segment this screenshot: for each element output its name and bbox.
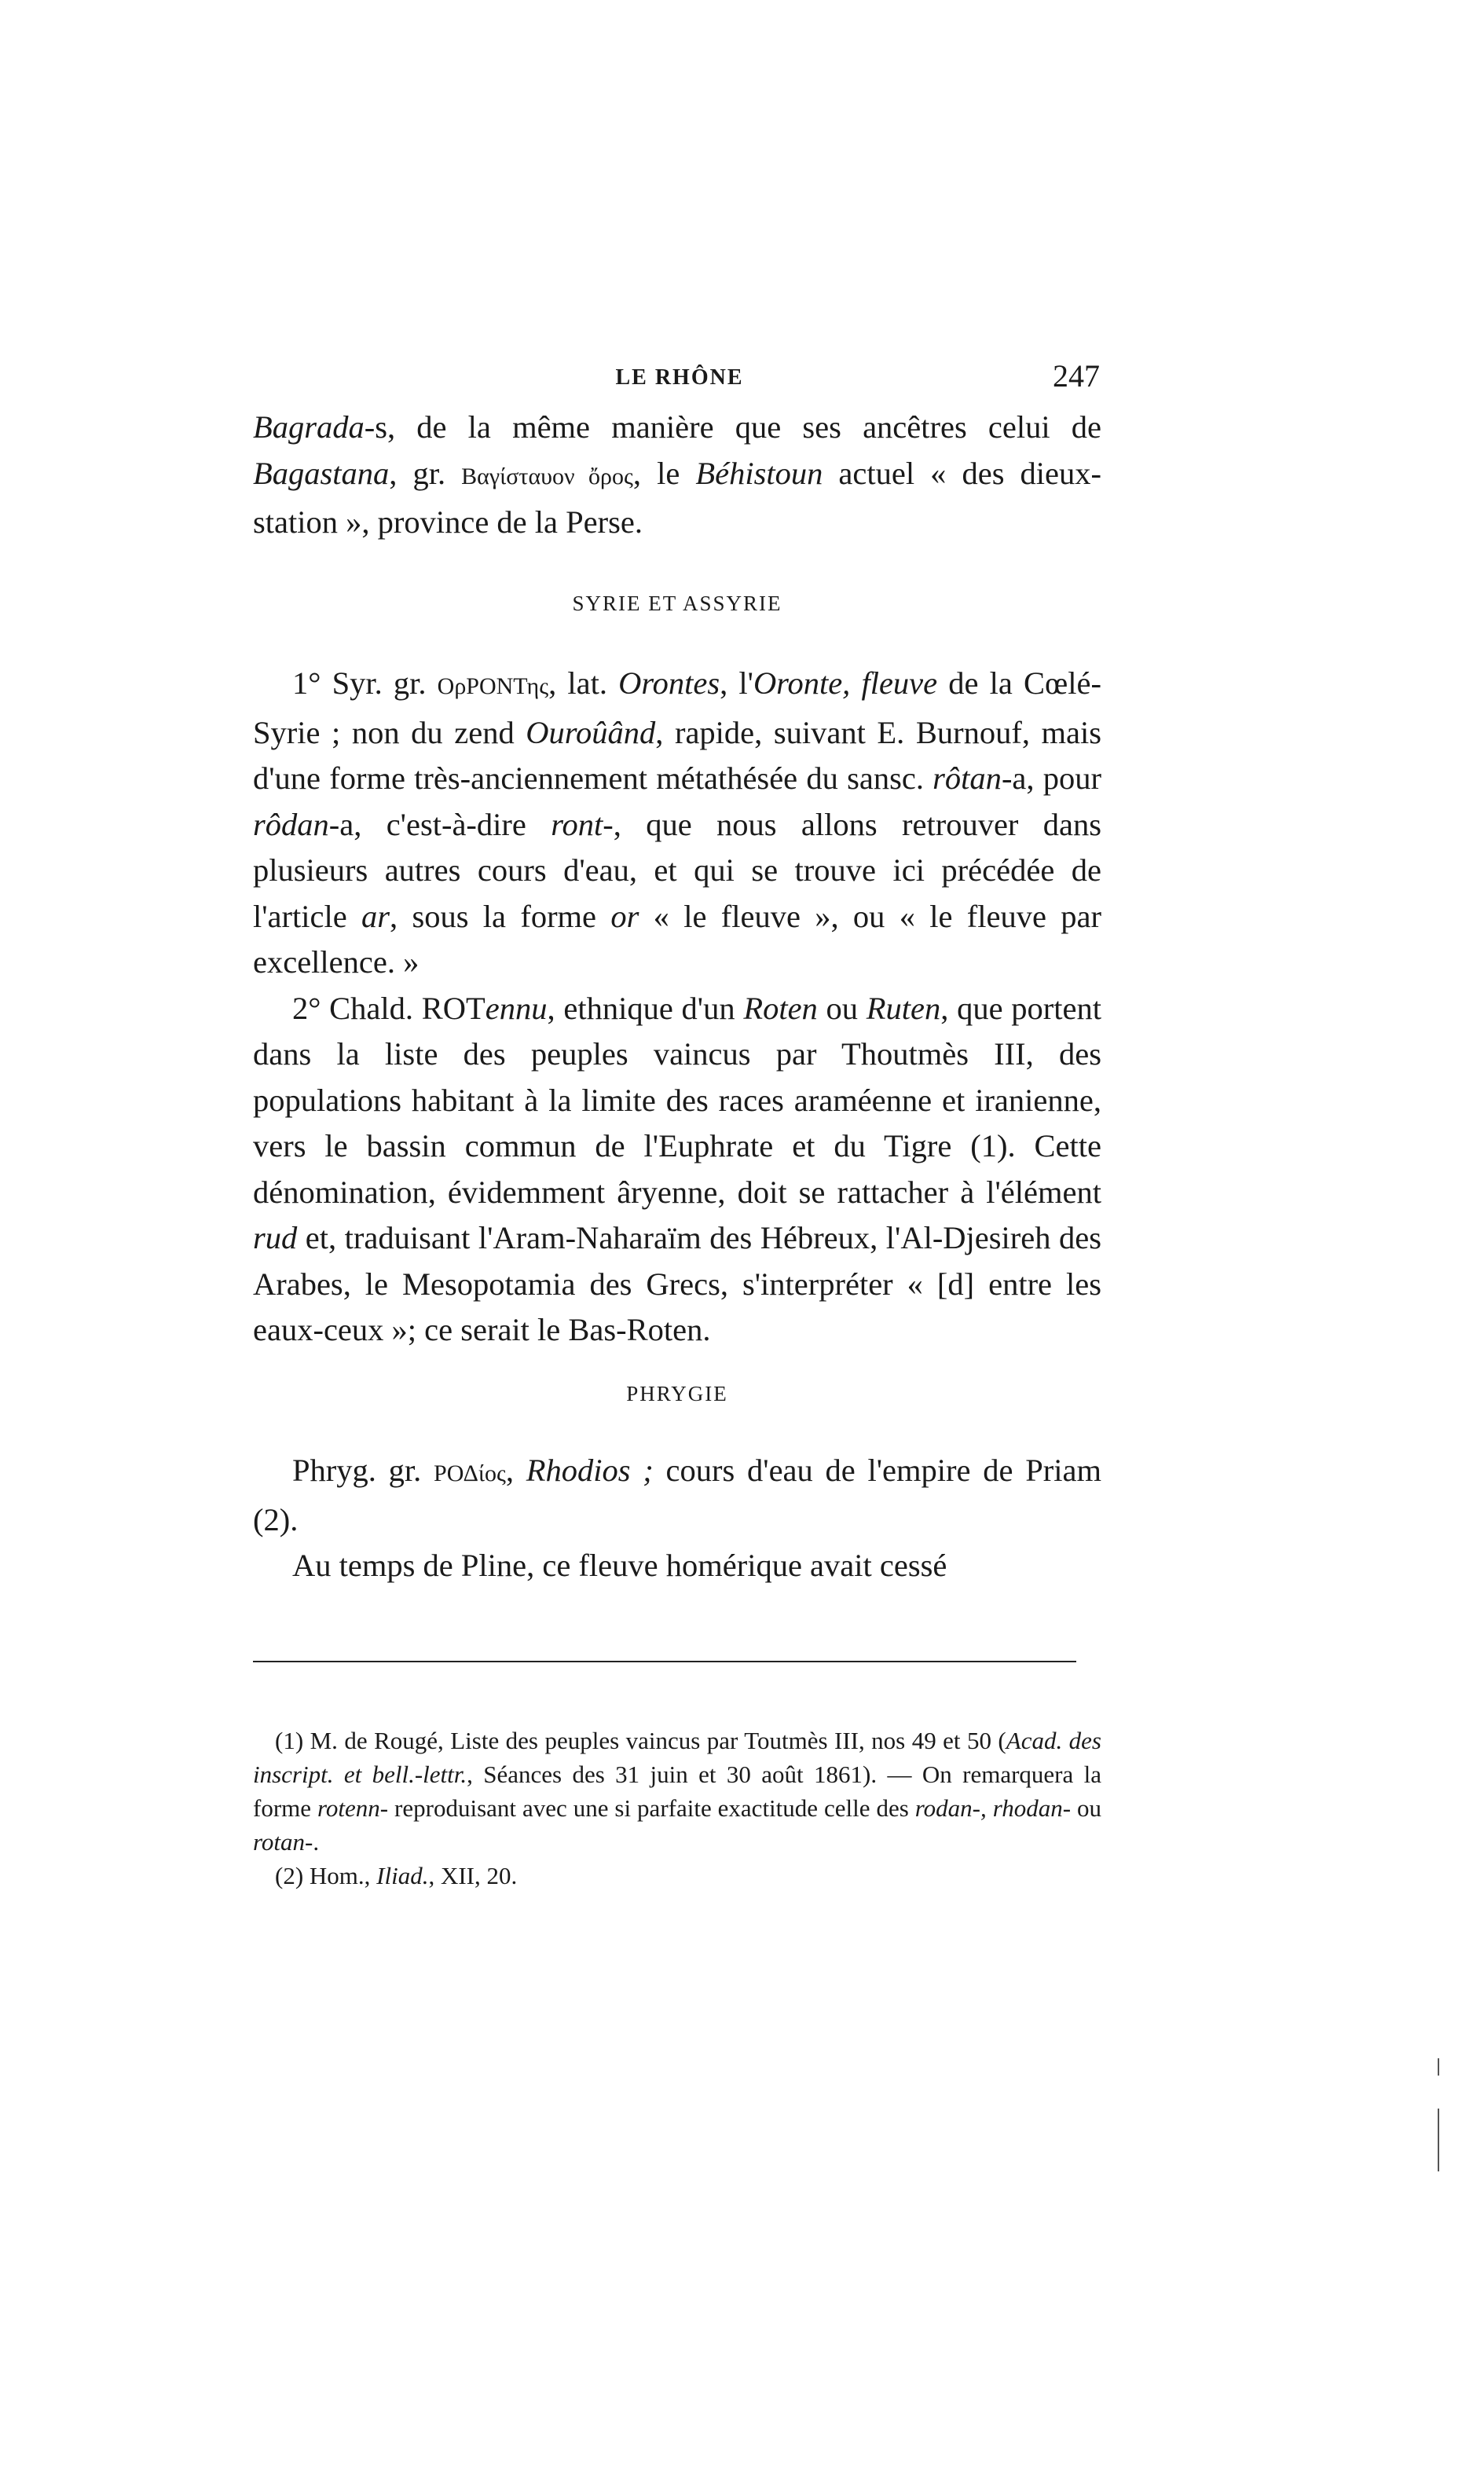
footnotes [253, 1724, 1101, 1893]
running-title: LE RHÔNE [615, 365, 744, 390]
scan-mark [1438, 2058, 1439, 2076]
paragraph-oronte: 1° Syr. gr. ΟρΡΟΝΤης, lat. Orontes, l'Oronte, fleuve de la Cœlé-Syrie ; non du zend Ouroûând, rapide, suivant E. Burnouf, mais d'une forme très-anciennement métathésée du sansc. rôtan-a, pour rôdan-a, c'est-à-dire ront-, que nous allons retrouver dans plusieurs autres cours d'eau, et qui se trouve ici précédée de l'article ar, sous la forme or « le fleuve », ou « le fleuve par excellence. » [253, 665, 1101, 980]
scan-mark [1438, 2109, 1439, 2171]
paragraph-bagrada: Bagrada-s, de la même manière que ses ancêtres celui de Bagastana, gr. Βαγίσταυον ὄρος, le Béhistoun actuel « des dieux-station », province de la Perse. [253, 409, 1101, 540]
paragraph-rotennu: 2° Chald. ROTennu, ethnique d'un Roten ou Ruten, que portent dans la liste des peuples vaincus par Thoutmès III, des populations habitant à la limite des races araméenne et iranienne, vers le bassin commun de l'Euphrate et du Tigre (1). Cette dénomination, évidemment âryenne, doit se rattacher à l'élément rud et, traduisant l'Aram-Naharaïm des Hébreux, l'Al-Djesireh des Arabes, le Mesopotamia des Grecs, s'interpréter « [d] entre les eaux-ceux »; ce serait le Bas-Roten. [253, 990, 1102, 1347]
section-heading-phrygie: PHRYGIE [626, 1381, 728, 1405]
footnote-2: (2) Hom., Iliad., XII, 20. [275, 1862, 518, 1889]
running-head [259, 357, 1100, 397]
page-number: 247 [1053, 358, 1100, 394]
paragraph-rhodios: Phryg. gr. ΡΟΔίος, Rhodios ; cours d'eau de l'empire de Priam (2). [253, 1453, 1101, 1537]
paragraph-pline: Au temps de Pline, ce fleuve homérique avait cessé [292, 1548, 947, 1583]
body-text [253, 405, 1101, 1589]
footnote-divider [253, 1661, 1076, 1662]
footnote-1: (1) M. de Rougé, Liste des peuples vaincus par Toutmès III, nos 49 et 50 (Acad. des inscript. et bell.-lettr., Séances des 31 juin et 30 août 1861). — On remarquera la forme rotenn- reproduisant avec une si parfaite exactitude celle des rodan-, rhodan- ou rotan-. [253, 1727, 1101, 1856]
section-heading-syrie: SYRIE ET ASSYRIE [572, 591, 782, 615]
